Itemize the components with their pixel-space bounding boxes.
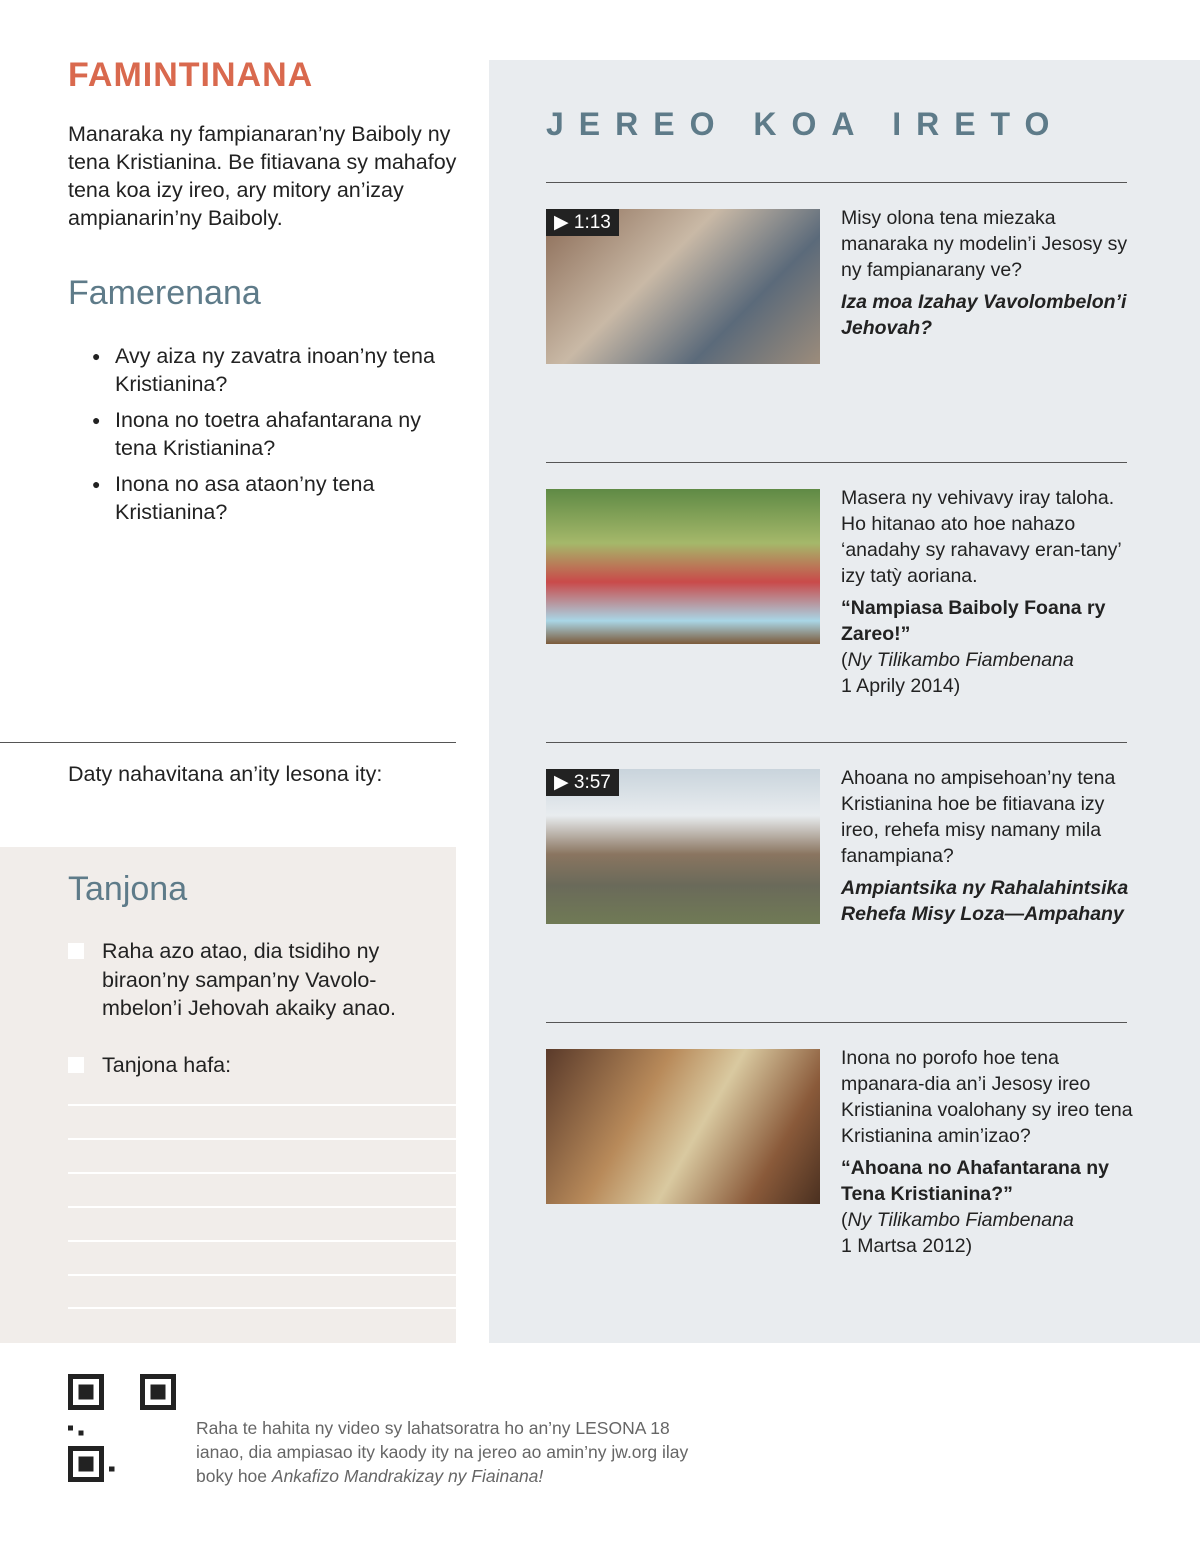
item-question: Misy olona tena miezaka manaraka ny modelin’i Jesosy sy ny fampianarany ve? <box>841 207 1128 281</box>
duration: 1:13 <box>573 212 611 233</box>
checkbox[interactable] <box>68 943 84 959</box>
goal-item[interactable] <box>68 1051 438 1080</box>
video-thumbnail[interactable] <box>546 769 820 924</box>
item-title[interactable]: Ampiantsika ny Rahalahintsika Rehefa Misy Loza—Ampahany <box>841 877 1129 925</box>
item-source: Ny Tilikambo Fiambenana <box>847 1209 1074 1231</box>
review-heading: Famerenana <box>68 274 261 312</box>
footer-note: Raha te hahita ny video sy lahatsoratra ho an’ny LESONA 18 ianao, dia ampiasao ity kaody ity na jereo ao amin’ny jw.org ilay boky hoe <box>196 1418 689 1486</box>
writing-line[interactable] <box>68 1138 456 1140</box>
review-list <box>92 342 442 534</box>
item-date: 1 Aprily 2014 <box>841 675 954 697</box>
goal-item[interactable] <box>68 937 438 1023</box>
item-source: Ny Tilikambo Fiambenana <box>847 649 1074 671</box>
play-icon: ▶ <box>554 212 574 233</box>
completion-date-label: Daty nahavitana an’ity lesona ity: <box>68 762 383 786</box>
goal-heading: Tanjona <box>68 870 188 908</box>
goal-text: Raha azo atao, dia tsidiho ny biraon’ny sampan’ny Vavolo- mbelon’i Jehovah akaiky anao. <box>102 939 397 1020</box>
see-also-item: Inona no porofo hoe tena mpanara-dia an’i Jesosy ireo Kristianina voalohany sy ireo tena Kristianina amin’izao? “Ahoana no Ahafantarana ny Tena Kristianina?” (Ny Tilikambo Fiambenana 1 Martsa 2012) <box>841 1045 1141 1259</box>
divider <box>0 742 456 743</box>
item-title[interactable]: “Nampiasa Baiboly Foana ry Zareo!” <box>841 597 1106 645</box>
duration-badge <box>546 769 619 796</box>
item-question: Ahoana no ampisehoan’ny tena Kristianina hoe be fitiavana izy ireo, rehefa misy namany mila fanampiana? <box>841 767 1116 867</box>
play-icon: ▶ <box>554 772 574 793</box>
footer-text <box>196 1416 716 1488</box>
goal-text: Tanjona hafa: <box>102 1053 232 1077</box>
see-also-item: Masera ny vehivavy iray taloha. Ho hitanao ato hoe nahazo ‘anadahy sy rahavavy eran-tany’ izy tatỳ aoriana. “Nampiasa Baiboly Foana ry Zareo!” (Ny Tilikambo Fiambenana 1 Aprily 2014) <box>841 485 1141 699</box>
writing-line[interactable] <box>68 1172 456 1174</box>
goal-panel <box>0 847 456 1343</box>
writing-line[interactable] <box>68 1307 456 1309</box>
writing-line[interactable] <box>68 1206 456 1208</box>
item-date: 1 Martsa 2012 <box>841 1235 966 1257</box>
item-question: Inona no porofo hoe tena mpanara-dia an’i Jesosy ireo Kristianina voalohany sy ireo tena Kristianina amin’izao? <box>841 1047 1133 1147</box>
writing-line[interactable] <box>68 1240 456 1242</box>
qr-code[interactable] <box>68 1374 176 1482</box>
article-image[interactable] <box>546 489 820 644</box>
divider <box>546 462 1127 463</box>
divider <box>546 742 1127 743</box>
review-item: ● Inona no toetra ahafantarana ny tena Kristianina? <box>92 406 442 462</box>
duration: 3:57 <box>573 772 611 793</box>
video-thumbnail[interactable] <box>546 209 820 364</box>
item-question: Masera ny vehivavy iray taloha. Ho hitanao ato hoe nahazo ‘anadahy sy rahavavy eran-tany’ izy tatỳ aoriana. <box>841 487 1122 587</box>
see-also-heading: JEREO KOA IRETO <box>546 106 1065 142</box>
checkbox[interactable] <box>68 1057 84 1073</box>
divider <box>546 1022 1127 1023</box>
book-title: Ankafizo Mandrakizay ny Fiainana! <box>271 1466 544 1486</box>
writing-line[interactable] <box>68 1274 456 1276</box>
summary-text: Manaraka ny fampianaran’ny Baiboly ny tena Kristianina. Be fitiavana sy mahafoy tena koa izy ireo, ary mitory an’izay ampianarin’ny Baiboly. <box>68 122 457 230</box>
summary-title: FAMINTINANA <box>68 56 314 94</box>
duration-badge <box>546 209 619 236</box>
article-image[interactable] <box>546 1049 820 1204</box>
divider <box>546 182 1127 183</box>
item-title[interactable]: “Ahoana no Ahafantarana ny Tena Kristianina?” <box>841 1157 1109 1205</box>
writing-line[interactable] <box>68 1104 456 1106</box>
item-title[interactable]: Iza moa Izahay Vavolombelon’i Jehovah? <box>841 291 1127 339</box>
see-also-item <box>841 205 1141 341</box>
see-also-item <box>841 765 1141 927</box>
review-item: ● Avy aiza ny zavatra inoan’ny tena Kristianina? <box>92 342 442 398</box>
review-item: ● Inona no asa ataon’ny tena Kristianina? <box>92 470 442 526</box>
